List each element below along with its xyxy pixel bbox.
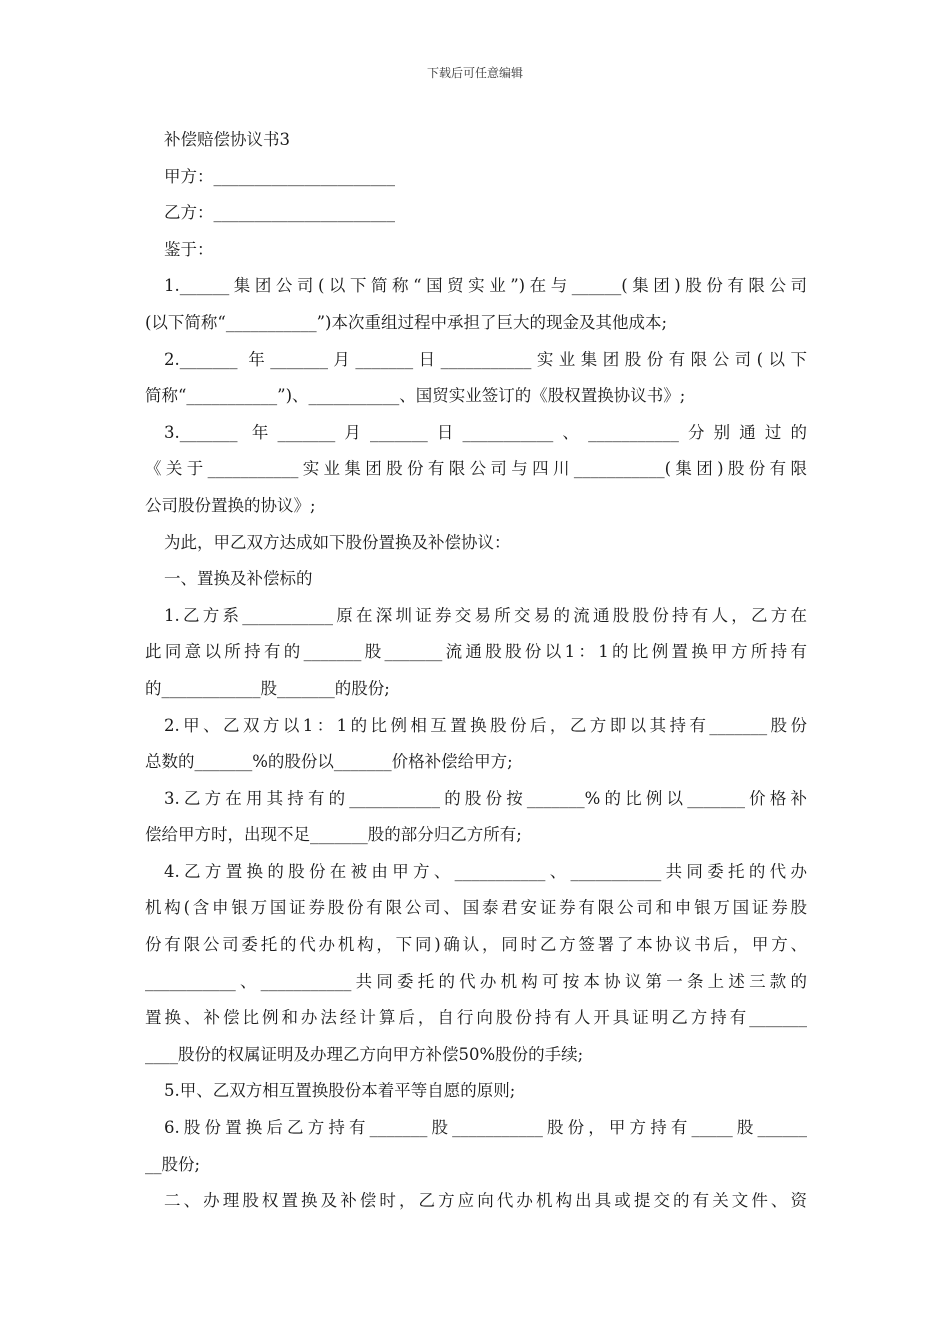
- text-line: 3._______ 年_______月_______日___________、___________分别通过的: [164, 422, 807, 442]
- text-line: 此同意以所持有的_______股_______流通股股份以1：1的比例置换甲方所持有: [145, 642, 807, 662]
- document-title: 补偿赔偿协议书3: [164, 130, 290, 149]
- text-line: (以下简称“___________”)本次重组过程中承担了巨大的现金及其他成本;: [145, 312, 668, 332]
- text-line: ____股份的权属证明及办理乙方向甲方补偿50%股份的手续;: [145, 1044, 584, 1064]
- text-line: 《关于___________实业集团股份有限公司与四川___________(集团)股份有限: [145, 459, 807, 479]
- party-a-line: 甲方：______________________: [164, 166, 395, 186]
- text-line: 总数的_______%的股份以_______价格补偿给甲方;: [145, 752, 513, 772]
- text-line: ___________、___________共同委托的代办机构可按本协议第一条上述三款的: [145, 971, 807, 991]
- text-line: 为此，甲乙双方达成如下股份置换及补偿协议：: [164, 532, 511, 552]
- text-line: 2._______ 年_______月_______日___________实业集团股份有限公司(以下: [164, 349, 807, 369]
- whereas-heading: 鉴于：: [164, 239, 214, 259]
- text-line: 简称“___________”)、___________、国贸实业签订的《股权置换协议书》;: [145, 386, 686, 406]
- text-line: 置换、补偿比例和办法经计算后，自行向股份持有人开具证明乙方持有_______: [145, 1008, 807, 1028]
- agreement-body: [145, 122, 807, 1220]
- text-line: 份有限公司委托的代办机构，下同)确认，同时乙方签署了本协议书后，甲方、: [145, 935, 807, 955]
- text-line: __股份;: [145, 1154, 201, 1174]
- text-line: 6.股份置换后乙方持有_______股___________股份，甲方持有_____股______: [164, 1118, 807, 1138]
- text-line: 偿给甲方时，出现不足_______股的部分归乙方所有;: [145, 825, 522, 845]
- section-heading: 二、办理股权置换及补偿时，乙方应向代办机构出具或提交的有关文件、资: [164, 1191, 807, 1211]
- section-heading: 一、置换及补偿标的: [164, 569, 313, 589]
- text-line: 的____________股_______的股份;: [145, 678, 390, 698]
- party-b-line: 乙方：______________________: [164, 203, 395, 223]
- text-line: 1.______集团公司(以下简称“国贸实业”)在与______(集团)股份有限公司: [164, 276, 807, 296]
- text-line: 机构(含申银万国证券股份有限公司、国泰君安证券有限公司和申银万国证券股: [145, 898, 807, 918]
- text-line: 公司股份置换的协议》;: [145, 495, 316, 515]
- text-line: 2.甲、乙双方以1：1的比例相互置换股份后，乙方即以其持有_______股份: [164, 715, 807, 735]
- text-line: 5.甲、乙双方相互置换股份本着平等自愿的原则;: [164, 1081, 516, 1101]
- page-header: 下载后可任意编辑: [426, 66, 523, 80]
- text-line: 1.乙方系___________原在深圳证券交易所交易的流通股股份持有人，乙方在: [164, 605, 807, 625]
- text-line: 3.乙方在用其持有的___________的股份按_______%的比例以_______价格补: [164, 788, 807, 808]
- text-line: 4.乙方置换的股份在被由甲方、___________、___________共同委托的代办: [164, 861, 807, 881]
